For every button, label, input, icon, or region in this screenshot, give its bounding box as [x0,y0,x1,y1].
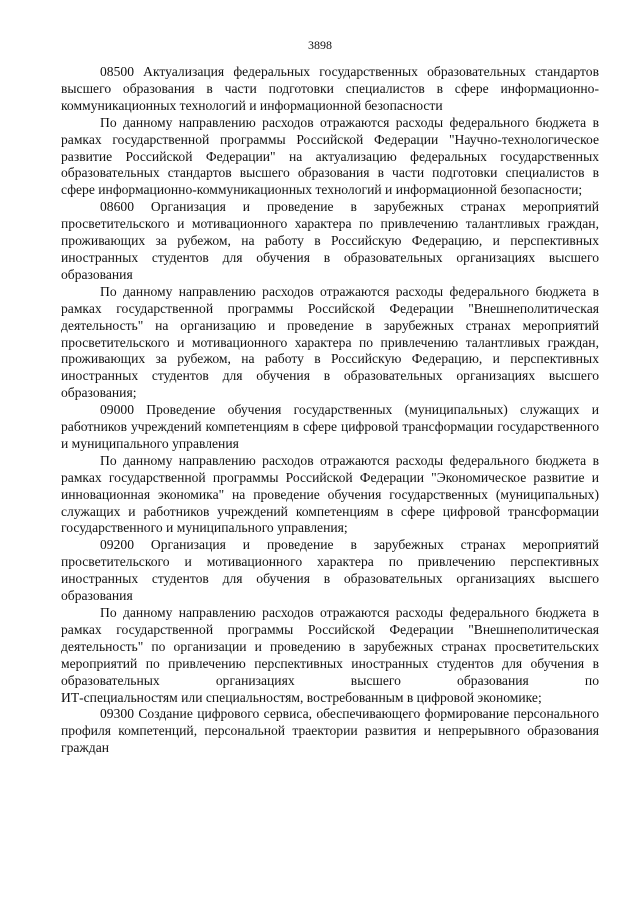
document-body [61,64,599,757]
paragraph-08500: По данному направлению расходов отражаются расходы федерального бюджета в рамках государственной программы Российской Федерации "Научно-технологическое развитие Российской Федерации" на актуализацию федеральных государственных образовательных стандартов высшего образования в части подготовки специалистов в сфере информационно-коммуникационных технологий и информационной безопасности; [61,114,599,198]
heading-09000: 09000 Проведение обучения государственных (муниципальных) служащих и работников учреждений компетенциям в сфере цифровой трансформации государственного и муниципального управления [61,402,599,451]
heading-08500: 08500 Актуализация федеральных государственных образовательных стандартов высшего образования в части подготовки специалистов в сфере информационно-коммуникационных технологий и информационной безопасности [61,64,599,113]
page-number: 3898 [308,38,332,52]
paragraph-09200: По данному направлению расходов отражаются расходы федерального бюджета в рамках государственной программы Российской Федерации "Внешнеполитическая деятельность" по организации и проведению в зарубежных странах просветительских мероприятий по привлечению перспективных иностранных студентов для обучения в образовательных организациях высшего образования по [61,605,599,688]
heading-09300: 09300 Создание цифрового сервиса, обеспечивающего формирование персонального профиля компетенций, персональной траектории развития и непрерывного образования граждан [61,706,599,756]
heading-08600: 08600 Организация и проведение в зарубежных странах мероприятий просветительского и мотивационного характера по привлечению талантливых граждан, проживающих за рубежом, на работу в Российскую Федерацию, и перспективных иностранных студентов для обучения в образовательных организациях высшего образования [61,199,599,282]
paragraph-09000: По данному направлению расходов отражаются расходы федерального бюджета в рамках государственной программы Российской Федерации "Экономическое развитие и инновационная экономика" на проведение обучения государственных (муниципальных) служащих и работников учреждений компетенциям в сфере цифровой трансформации государственного и муниципального управления; [61,452,599,536]
paragraph-08600: По данному направлению расходов отражаются расходы федерального бюджета в рамках государственной программы Российской Федерации "Внешнеполитическая деятельность" на организацию и проведение в зарубежных странах мероприятий просветительского и мотивационного характера по привлечению талантливых граждан, проживающих за рубежом, на работу в Российскую Федерацию, и перспективных иностранных студентов для обучения в образовательных организациях высшего образования; [61,283,599,401]
heading-09200: 09200 Организация и проведение в зарубежных странах мероприятий просветительского и мотивационного характера по привлечению перспективных иностранных студентов для обучения в образовательных организациях высшего образования [61,537,599,604]
paragraph-09200-continuation: ИТ-специальностям или специальностям, востребованным в цифровой экономике; [61,689,542,705]
